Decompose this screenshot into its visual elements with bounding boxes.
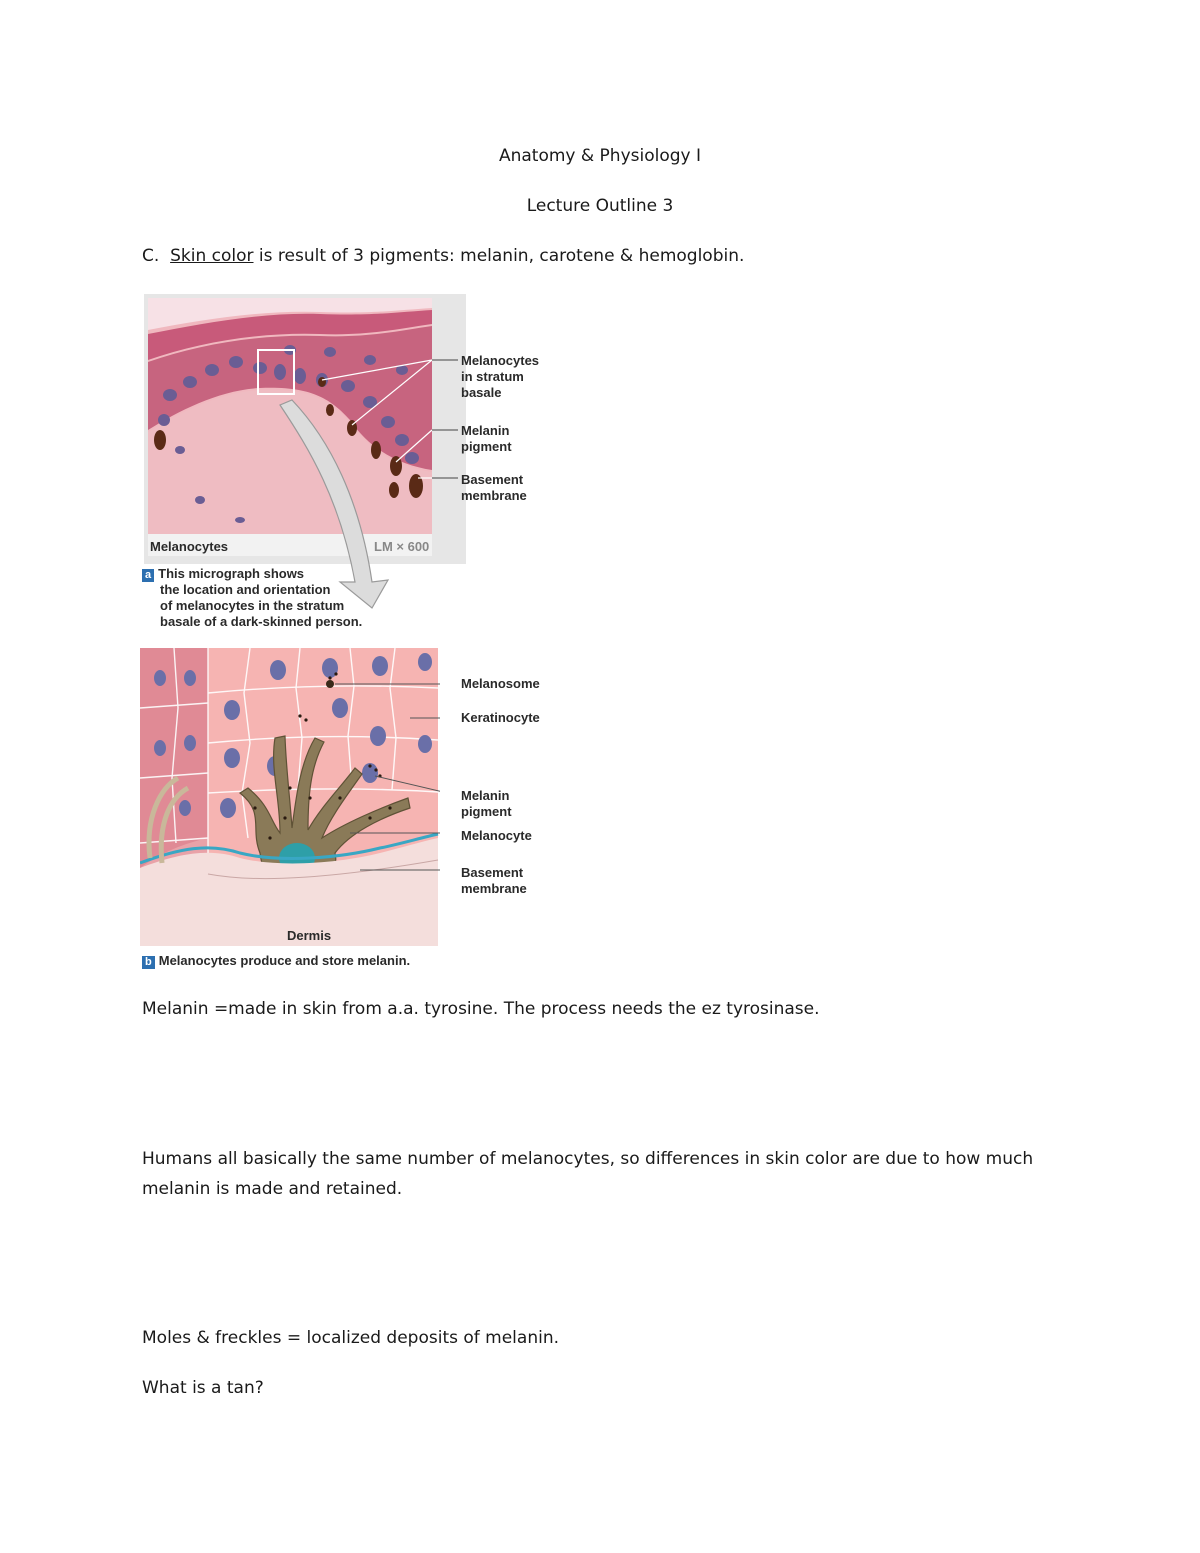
label-melanocytes-stratum-basale: Melanocytes in stratum basale [461,353,540,400]
document-subtitle: Lecture Outline 3 [526,196,674,216]
melanocyte-diagram [140,648,440,948]
figure-a-magnification: LM × 600 [374,539,430,554]
label-melanosome: Melanosome [461,676,540,691]
figure-b-badge: b [142,956,155,969]
paragraph-melanin: Melanin =made in skin from a.a. tyrosine. The process needs the ez tyrosinase. [142,999,820,1019]
label-basement-membrane-a: Basement membrane [461,472,527,503]
section-heading [142,246,744,266]
paragraph-tan-question: What is a tan? [142,1378,264,1398]
figure-b-diagram [140,648,440,948]
section-rest: is result of 3 pigments: melanin, carotene & hemoglobin. [253,246,745,266]
dermis-label: Dermis [287,928,332,943]
section-term: Skin color [170,246,254,266]
figure-a-panel-title: Melanocytes [150,539,229,554]
label-melanocyte: Melanocyte [461,828,532,843]
label-keratinocyte: Keratinocyte [461,710,540,725]
figure-a-badge: a [142,569,154,582]
paragraph-humans-line2: melanin is made and retained. [142,1179,403,1199]
paragraph-moles: Moles & freckles = localized deposits of melanin. [142,1328,559,1348]
label-melanin-pigment-b: Melanin pigment [461,788,512,819]
figure-b-caption: b Melanocytes produce and store melanin. [142,953,410,969]
label-basement-membrane-b: Basement membrane [461,865,527,896]
section-letter: C. [142,246,160,266]
paragraph-humans-line1: Humans all basically the same number of melanocytes, so differences in skin color are due to how much [142,1149,1034,1169]
document-title: Anatomy & Physiology I [498,146,702,166]
label-melanin-pigment-a: Melanin pigment [461,423,512,454]
figure-a-caption: a This micrograph shows the location and orientation of melanocytes in the stratum basale of a dark-skinned person. [142,566,362,630]
